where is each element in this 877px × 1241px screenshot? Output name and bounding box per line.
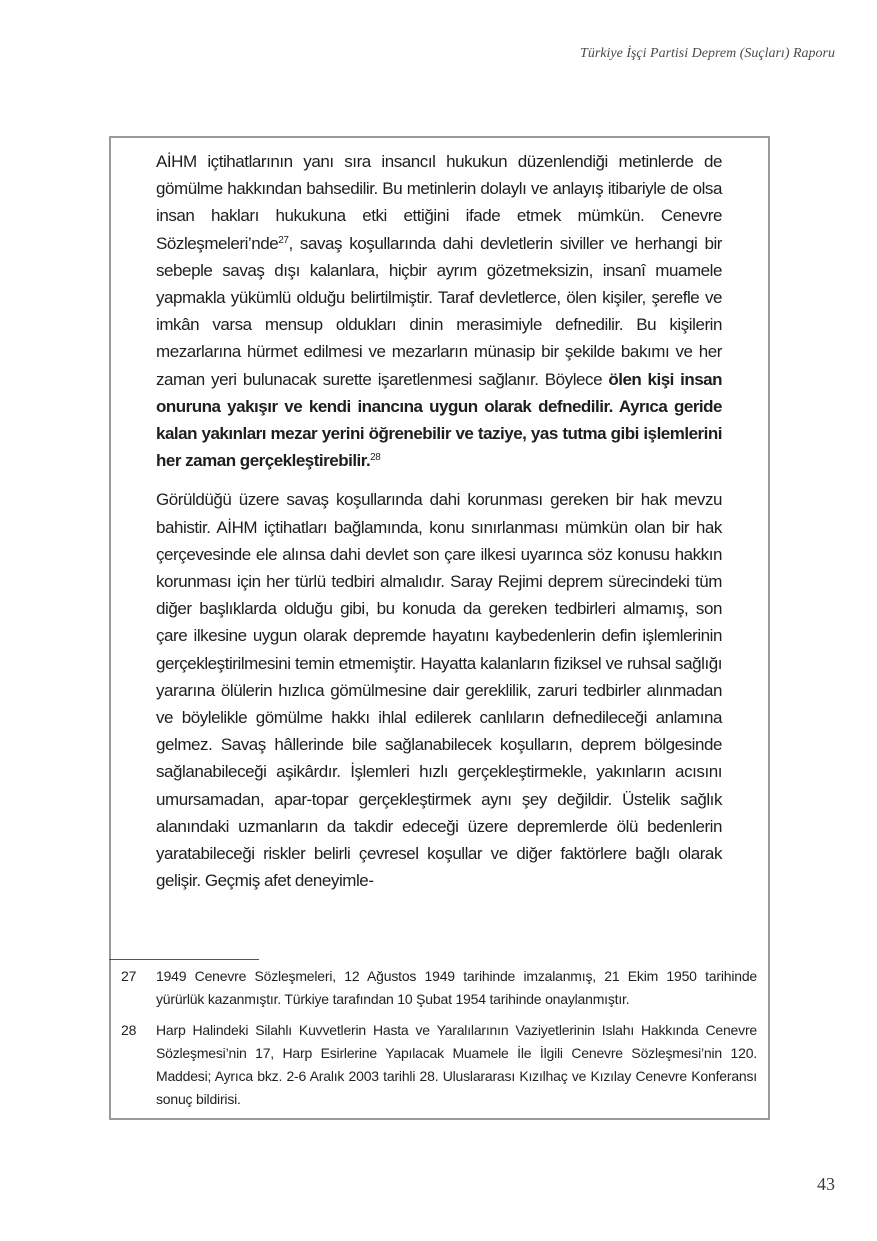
footnote-text: 1949 Cenevre Sözleşmeleri, 12 Ağustos 1949 tarihinde imzalanmış, 21 Ekim 1950 tarihinde yürürlük kazanmıştır. Türkiye tarafından 10 Şubat 1954 tarihinde onaylanmıştır. [156,968,757,1007]
footnote-number: 27 [121,968,137,984]
paragraph-text: Görüldüğü üzere savaş koşullarında dahi korunması gereken bir hak mevzu bahistir. AİHM içtihatları bağlamında, konu sınırlanması mümkün olan bir hak çerçevesinde ele alınsa dahi devlet son çare ilkesi uyarınca söz konusu hakkın korunması için her türlü tedbiri almalıdır. Saray Rejimi deprem sürecindeki tüm diğer başlıklarda olduğu gibi, bu konuda da gereken tedbirleri almamış, son çare ilkesine uygun olarak depremde hayatını kaybedenlerin defin işlemlerinin gerçekleştirilmesini temin etmemiştir. Hayatta kalanların fiziksel ve ruhsal sağlığı yararına ölülerin hızlıca gömülmesine dair gereklilik, zaruri tedbirler alınmadan ve böylelikle gömülme hakkı ihlal edilerek canlıların defnedileceği anlamına gelmez. Savaş hâllerinde bile sağlanabilecek koşulların, deprem bölgesinde sağlanabileceği aşikârdır. İşlemleri hızlı gerçekleştirmekle, yakınların acısını umursamadan, apar-topar gerçekleştirmek aynı şey değildir. Üstelik sağlık alanındaki uzmanların da takdir edeceği üzere depremlerde ölü bedenlerin yaratabileceği riskler belirli çevresel koşullar ve diğer faktörlere bağlı olarak gelişir. Geçmiş afet deneyimle- [156,490,722,891]
footnote-number: 28 [121,1022,137,1038]
running-header: Türkiye İşçi Partisi Deprem (Suçları) Raporu [580,46,835,61]
paragraph-text: , savaş koşullarında dahi devletlerin siviller ve herhangi bir sebeple savaş dışı kalanlara, hiçbir ayrım gözetmeksizin, insanî muamele yapmakla yükümlü olduğu belirtilmiştir. Taraf devletlerce, ölen kişiler, şerefle ve imkân varsa mensup oldukları dinin merasimiyle defnedilir. Bu kişilerin mezarlarına hürmet edilmesi ve mezarların münasip bir şekilde bakımı ve her zaman yeri bulunacak surette işaretlenmesi sağlanır. Böylece [156,233,722,389]
paragraph [156,148,722,474]
footnotes [121,965,757,1119]
footnote-ref-28: 28 [370,452,381,464]
body-text [156,148,722,894]
page-number: 43 [817,1174,835,1194]
footnote [121,1019,757,1111]
footnote-text: Harp Halindeki Silahlı Kuvvetlerin Hasta ve Yaralılarının Vaziyetlerinin Islahı Hakkında Cenevre Sözleşmesi’nin 17, Harp Esirlerine Yapılacak Muamele İle İlgili Cenevre Sözleşmesi’nin 120. Maddesi; Ayrıca bkz. 2-6 Aralık 2003 tarihli 28. Uluslararası Kızılhaç ve Kızılay Cenevre Konferansı sonuç bildirisi. [156,1022,757,1107]
bold-emphasis: ölen kişi insan onuruna yakışır ve kendi inancına uygun olarak defnedilir. Ayrıca geride kalan yakınları mezar yerini öğrenebilir ve taziye, yas tutma gibi işlemlerini her zaman gerçekleştirebilir. [156,369,722,471]
footnote-divider [109,959,259,960]
footnote-ref-27: 27 [278,234,289,246]
paragraph [156,486,722,894]
paragraph-text: AİHM içtihatlarının yanı sıra insancıl hukukun düzenlendiği metinlerde de gömülme hakkından bahsedilir. Bu metinlerin dolaylı ve anlayış itibariyle de olsa insan hakları hukukuna etki ettiğini ifade etmek mümkün. Cenevre Sözleşmeleri’nde [156,152,722,253]
footnote [121,965,757,1011]
